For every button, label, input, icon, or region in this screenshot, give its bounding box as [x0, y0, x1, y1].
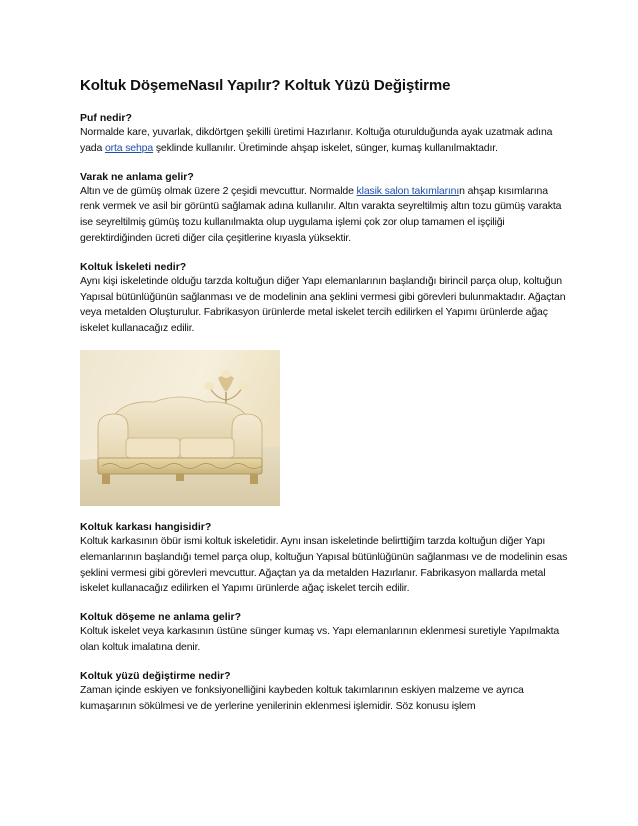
- sofa-photo: [80, 350, 280, 506]
- section-yuz-degistirme: [80, 669, 570, 715]
- body-text: Normalde kare, yuvarlak, dikdörtgen şekilli üretimi Hazırlanır. Koltuğa oturulduğunda ayak uzatmak adına yada: [80, 126, 553, 154]
- section-puf: [80, 111, 570, 157]
- section-doseme: [80, 610, 570, 656]
- section-body-yuz-degistirme: Zaman içinde eskiyen ve fonksiyonelliğini kaybeden koltuk takımlarının eskiyen malzeme ve ayrıca kumaşarının sökülmesi ve de yerlerine yenilerinin eklenmesi işlemidir. Söz konusu işlem: [80, 683, 524, 712]
- body-text: n ahşap kısımlarına renk vermek ve asil bir görüntü sağlamak adına kullanılır. Altın varakta seyreltilmiş altın tozu gümüş varakta ise seyreltilmiş gümüş tozu kullanılmakta olup uygulama işlemi çok zor olup tamamen el işçiliği gerektirdiğinden ücreti diğer cila çeşitlerine kıyasla yüksektir.: [80, 184, 562, 244]
- section-heading-puf: Puf nedir?: [80, 112, 132, 124]
- section-heading-karkas: Koltuk karkası hangisidir?: [80, 520, 212, 533]
- section-heading-yuz-degistirme: Koltuk yüzü değiştirme nedir?: [80, 669, 231, 682]
- section-karkas: [80, 520, 570, 597]
- section-heading-doseme: Koltuk döşeme ne anlama gelir?: [80, 611, 242, 624]
- section-body-doseme: Koltuk iskelet veya karkasının üstüne sünger kumaş vs. Yapı elemanlarının eklenmesi suretiyle Yapılmakta olan koltuk imalatına denir.: [80, 625, 560, 653]
- section-iskelet: [80, 260, 570, 337]
- klasik-salon-takimlari-link[interactable]: klasik salon takımlarını: [356, 184, 460, 197]
- section-heading-iskelet: Koltuk İskeleti nedir?: [80, 260, 187, 273]
- document-page: [80, 76, 570, 727]
- section-body-puf: [80, 125, 570, 157]
- body-text: şeklinde kullanılır. Üretiminde ahşap iskelet, sünger, kumaş kullanılmaktadır.: [153, 141, 498, 154]
- section-heading-varak: Varak ne anlama gelir?: [80, 170, 194, 183]
- section-body-karkas: Koltuk karkasının öbür ismi koltuk iskeletidir. Aynı insan iskeletinde belirttiğim tarzda koltuğun diğer Yapı elemanlarının başlandığı temel parça olup, koltuğun Yapısal bütünlüğünün sağlanması ve de modelinin esas şeklini vermesi gibi görevleri mevcuttur. Ağaçtan ya da metalden Hazırlanır. Fabrikasyon mallarda metal iskelet kullanacağız edilirken el Yapımı ürünlerde ağaç iskelet tercih edilir.: [80, 534, 568, 595]
- page-title: Koltuk DöşemeNasıl Yapılır? Koltuk Yüzü Değiştirme: [80, 77, 451, 94]
- section-body-iskelet: Aynı kişi iskeletinde olduğu tarzda koltuğun diğer Yapı elemanlarının başlandığı birincil parça olup, koltuğun Yapısal bütünlüğünün sağlanması ve de modelinin ana şeklini vermesi gibi görevleri bulunmaktadır. Ağaçtan veya metalden Oluşturulur. Fabrikasyon ürünlerde metal iskelet tercih edilirken el Yapımı ürünlerde ağaç iskelet kullanacağız edilir.: [80, 274, 566, 335]
- sofa-image: [80, 350, 280, 506]
- section-varak: [80, 170, 570, 247]
- body-text: Altın ve de gümüş olmak üzere 2 çeşidi mevcuttur. Normalde: [80, 184, 357, 197]
- section-body-varak: [80, 184, 570, 247]
- orta-sehpa-link[interactable]: orta sehpa: [104, 141, 154, 154]
